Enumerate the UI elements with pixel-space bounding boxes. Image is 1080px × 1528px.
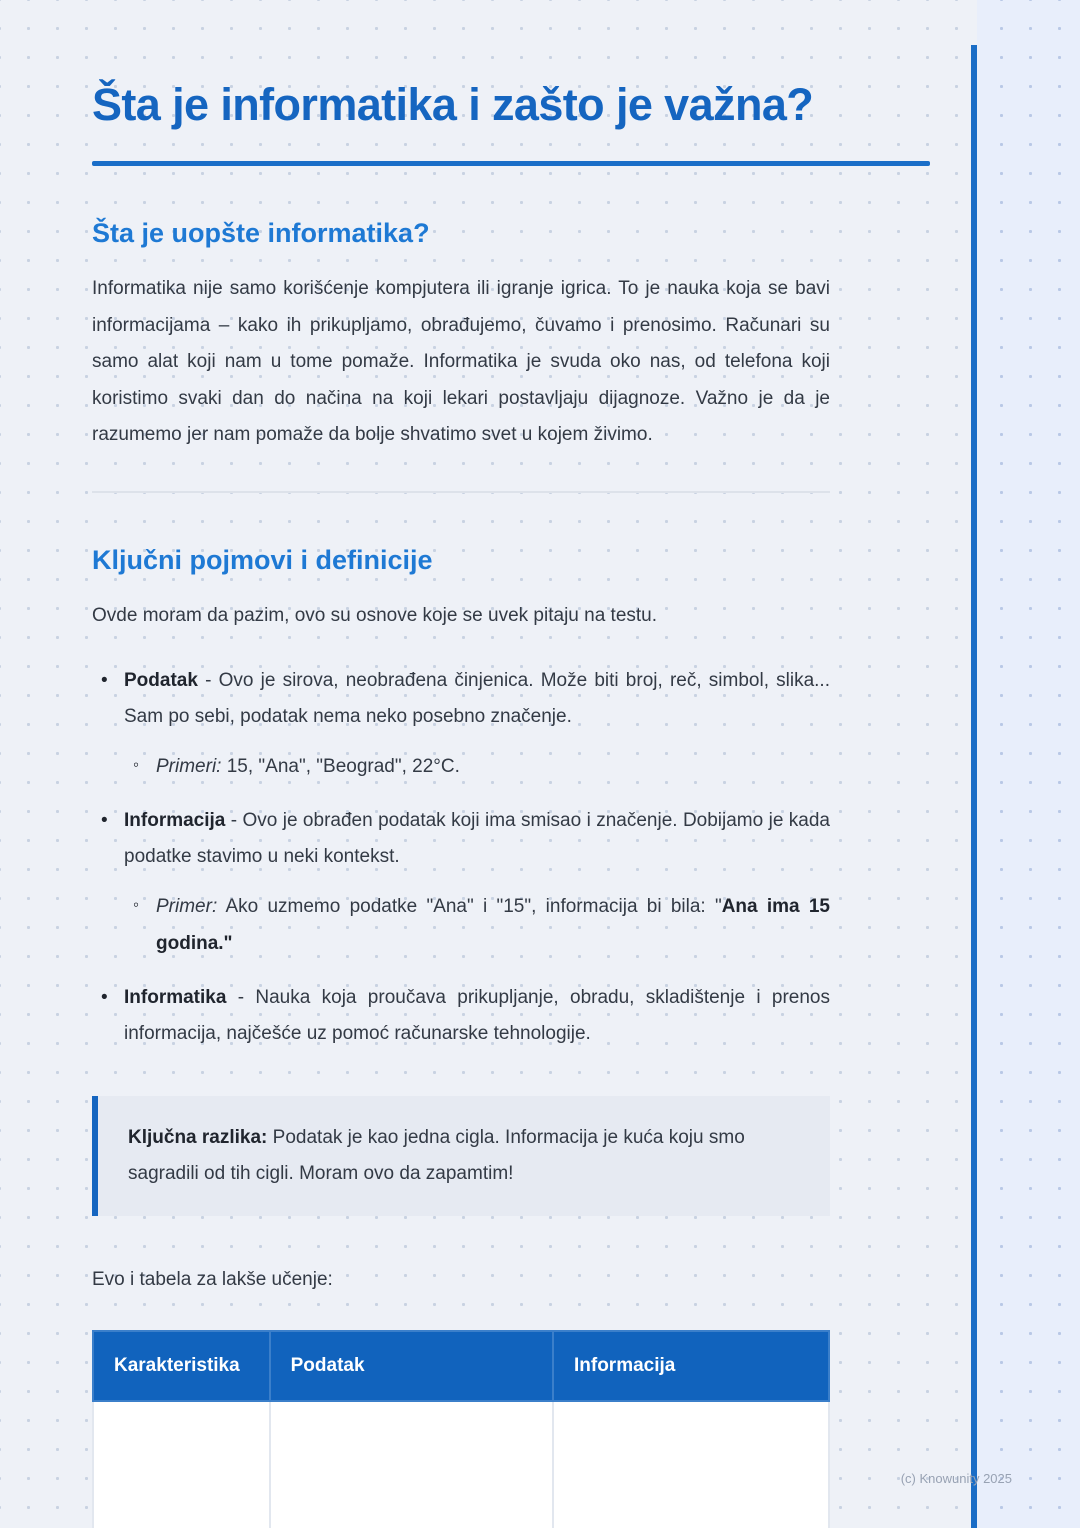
page-edge-strip bbox=[977, 0, 1080, 1528]
primeri-label: Primeri: bbox=[156, 756, 222, 778]
key-difference-callout bbox=[92, 1096, 830, 1216]
list-item-text bbox=[124, 980, 830, 1052]
table-cell-empty bbox=[270, 1401, 553, 1528]
primer-bold-conclusion: Ana ima 15 godina." bbox=[156, 896, 830, 954]
table-header-podatak: Podatak bbox=[270, 1331, 553, 1401]
term-informatika-definition: - Nauka koja proučava prikupljanje, obradu, skladištenje i prenos informacija, najčešće uz pomoć računarske tehnologije. bbox=[124, 986, 830, 1044]
table-cell-empty bbox=[93, 1401, 270, 1528]
section-heading-what-is-informatics: Šta je uopšte informatika? bbox=[92, 218, 430, 249]
bullet-icon: • bbox=[101, 669, 108, 691]
table-header-karakteristika: Karakteristika bbox=[93, 1331, 270, 1401]
list-item-podatak bbox=[92, 663, 830, 735]
title-divider bbox=[92, 161, 930, 166]
callout-body: Podatak je kao jedna cigla. Informacija je kuća koju smo sagradili od tih cigli. Moram ovo da zapamtim! bbox=[128, 1126, 745, 1184]
intro-paragraph: Informatika nije samo korišćenje kompjutera ili igranje igrica. To je nauka koja se bavi informacijama – kako ih prikupljamo, obrađujemo, čuvamo i prenosimo. Računari su samo alat koji nam u tome pomaže. Informatika je svuda oko nas, od telefona koji koristimo svaki dan do načina na koji lekari postavljaju dijagnoze. Važno je da je razumemo jer nam pomaže da bolje shvatimo svet u kojem živimo. bbox=[92, 278, 830, 446]
sub-list-item-primeri bbox=[124, 749, 830, 785]
page-content bbox=[92, 0, 830, 1528]
sub-bullet-icon: ◦ bbox=[133, 755, 140, 775]
callout-label: Ključna razlika: bbox=[128, 1126, 268, 1148]
primeri-text: 15, "Ana", "Beograd", 22°C. bbox=[221, 756, 460, 778]
page-edge-line bbox=[971, 45, 977, 1528]
list-item-informacija bbox=[92, 803, 830, 875]
list-item-text bbox=[124, 803, 830, 875]
sub-list-item-text bbox=[156, 749, 830, 785]
table-header-row bbox=[93, 1331, 829, 1401]
bullet-icon: • bbox=[101, 810, 108, 832]
page-title: Šta je informatika i zašto je važna? bbox=[92, 79, 814, 130]
key-terms-list bbox=[92, 663, 830, 1052]
table-header-informacija: Informacija bbox=[553, 1331, 829, 1401]
sub-bullet-icon: ◦ bbox=[133, 895, 140, 915]
list-item-text bbox=[124, 663, 830, 735]
section-heading-key-terms: Ključni pojmovi i definicije bbox=[92, 545, 433, 576]
copyright-notice: (c) Knowunity 2025 bbox=[900, 1471, 1012, 1486]
section-divider bbox=[92, 491, 830, 493]
table-intro: Evo i tabela za lakše učenje: bbox=[92, 1268, 333, 1290]
term-informacija-definition: - Ovo je obrađen podatak koji ima smisao i značenje. Dobijamo je kada podatke stavimo u neki kontekst. bbox=[124, 810, 830, 868]
term-podatak-definition: - Ovo je sirova, neobrađena činjenica. Može biti broj, reč, simbol, slika... Sam po sebi, podatak nema neko posebno značenje. bbox=[124, 669, 830, 728]
primer-label: Primer: bbox=[156, 896, 218, 918]
key-terms-intro: Ovde moram da pazim, ovo su osnove koje se uvek pitaju na testu. bbox=[92, 605, 658, 627]
list-item-informatika bbox=[92, 980, 830, 1052]
bullet-icon: • bbox=[101, 986, 108, 1008]
sub-list-item-primer bbox=[124, 889, 830, 961]
callout-text bbox=[128, 1120, 800, 1192]
term-informatika: Informatika bbox=[124, 986, 227, 1008]
table-cell-empty bbox=[553, 1401, 829, 1528]
table-row bbox=[93, 1401, 829, 1528]
term-informacija: Informacija bbox=[124, 810, 226, 832]
comparison-table bbox=[92, 1330, 830, 1528]
term-podatak: Podatak bbox=[124, 669, 198, 691]
primer-text: Ako uzmemo podatke "Ana" i "15", informacija bi bila: " bbox=[217, 896, 722, 918]
sub-list-item-text bbox=[156, 889, 830, 961]
